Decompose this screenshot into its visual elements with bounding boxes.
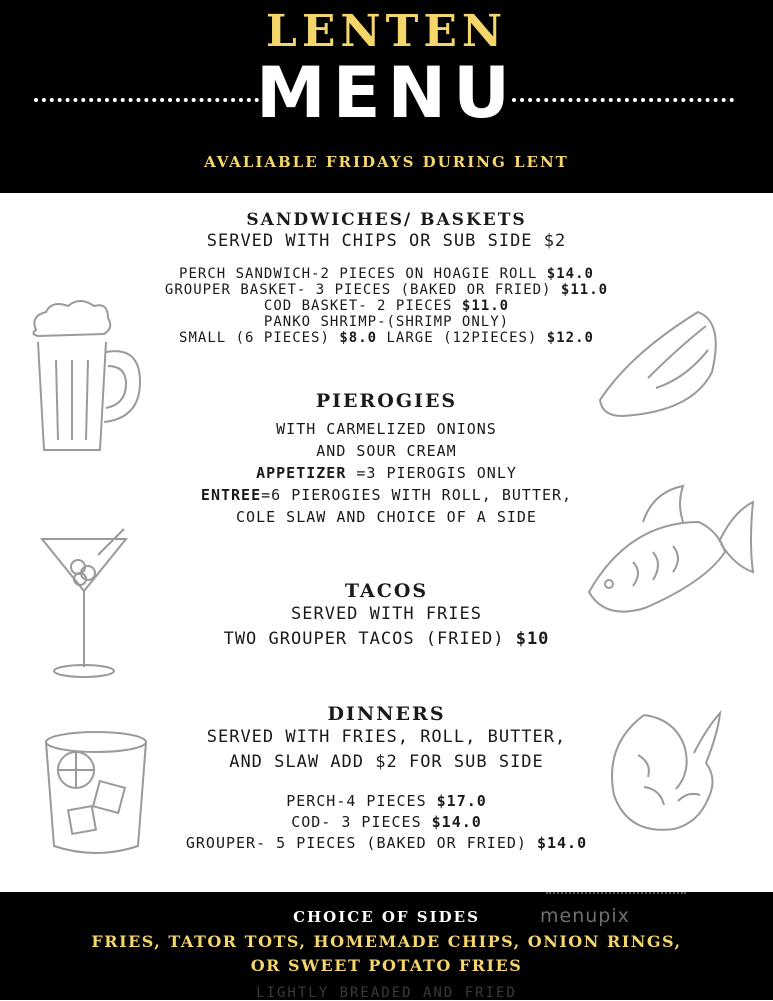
title-lenten: LENTEN (265, 6, 508, 57)
section-line: AND SLAW ADD $2 FOR SUB SIDE (229, 752, 544, 772)
header-banner (0, 0, 773, 193)
section-line: SERVED WITH FRIES (291, 604, 482, 624)
section-line: SERVED WITH FRIES, ROLL, BUTTER, (206, 727, 567, 747)
section-title: SANDWICHES/ BASKETS (246, 210, 527, 230)
menu-item: PANKO SHRIMP-(SHRIMP ONLY) (263, 314, 510, 330)
menu-item: APPETIZER =3 PIEROGIS ONLY (256, 464, 517, 482)
menu-item: ENTREE=6 PIEROGIES WITH ROLL, BUTTER, (200, 486, 573, 504)
item-price: $11.0 (461, 298, 510, 314)
section-title: DINNERS (327, 703, 446, 725)
menupix-watermark: menupix (540, 905, 630, 927)
martini-icon (40, 525, 130, 680)
shrimp-icon (608, 705, 728, 835)
menu-item: TWO GROUPER TACOS (FRIED) $10 (223, 629, 550, 649)
menu-item: PERCH SANDWICH-2 PIECES ON HOAGIE ROLL $14.0 (179, 266, 594, 282)
beer-mug-icon (24, 300, 149, 460)
whiskey-glass-icon (40, 728, 152, 860)
sides-line: FRIES, TATOR TOTS, HOMEMADE CHIPS, ONION RINGS, (91, 932, 682, 951)
sides-title: CHOICE OF SIDES (293, 908, 480, 926)
item-price: $11.0 (560, 282, 609, 298)
menu-item: COD BASKET- 2 PIECES $11.0 (263, 298, 510, 314)
menu-item: PERCH-4 PIECES $17.0 (286, 792, 487, 810)
section-line: COLE SLAW AND CHOICE OF A SIDE (236, 508, 537, 526)
pierogi-icon (596, 308, 726, 418)
menu-item: GROUPER BASKET- 3 PIECES (BAKED OR FRIED) $11.0 (164, 282, 609, 298)
dotted-divider-right (512, 98, 734, 102)
section-title: PIEROGIES (315, 390, 458, 412)
fish-icon (583, 482, 758, 617)
faded-note: LIGHTLY BREADED AND FRIED (256, 985, 517, 1001)
title-menu: MENU (256, 52, 517, 134)
footer-banner (0, 892, 773, 1000)
section-title: TACOS (344, 580, 429, 602)
watermark-dots (546, 892, 686, 894)
availability-subtitle: AVALIABLE FRIDAYS DURING LENT (204, 153, 569, 171)
item-price: $10 (515, 629, 550, 649)
sides-line: OR SWEET POTATO FRIES (250, 956, 523, 975)
menu-item: SMALL (6 PIECES) $8.0 LARGE (12PIECES) $12.0 (179, 330, 594, 346)
section-subtitle: SERVED WITH CHIPS OR SUB SIDE $2 (206, 231, 567, 251)
section-line: AND SOUR CREAM (316, 442, 457, 460)
menu-item: COD- 3 PIECES $14.0 (291, 813, 482, 831)
menu-item: GROUPER- 5 PIECES (BAKED OR FRIED) $14.0 (185, 834, 588, 852)
item-price: $14.0 (546, 266, 594, 282)
section-line: WITH CARMELIZED ONIONS (276, 420, 497, 438)
